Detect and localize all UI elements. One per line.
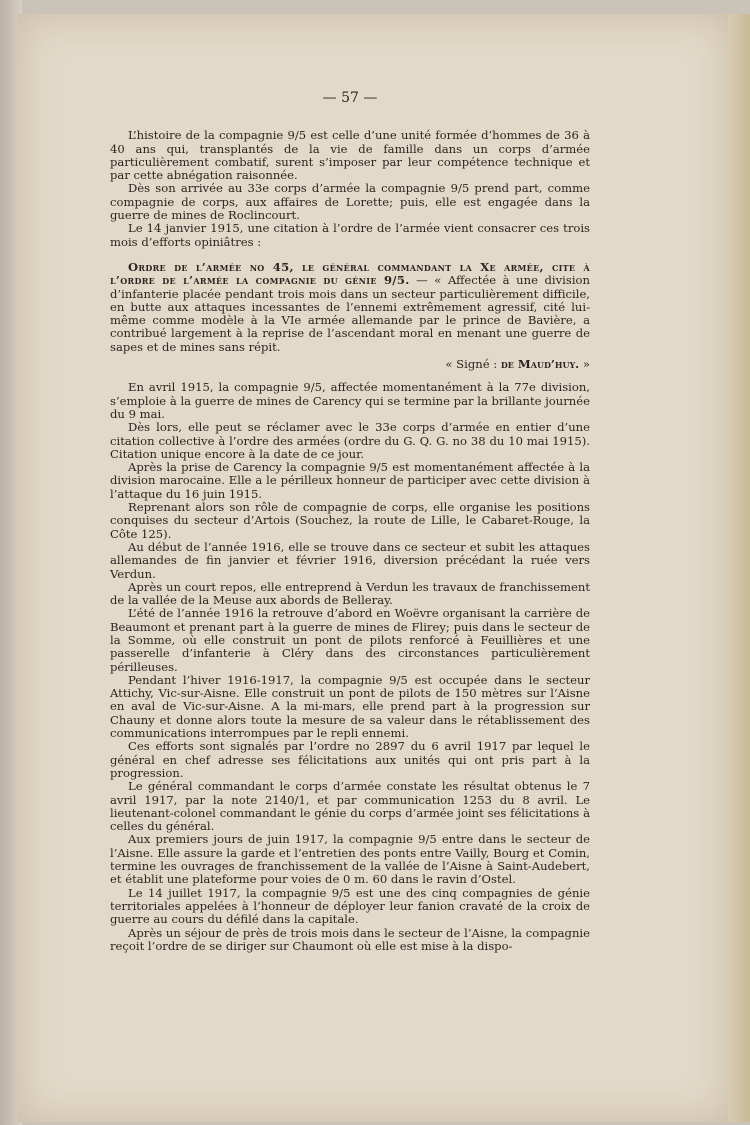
page-number: — 57 — bbox=[322, 90, 378, 106]
paragraph-intro-1: L’histoire de la compagnie 9/5 est celle d’une unité formée d’hommes de 36 à 40 ans qui, transplantés de la vie de famille dans un corps d’armée particulièrement combatif, surent s’imposer par leur compétence technique et par cette abnégation raisonnée. bbox=[110, 128, 590, 183]
paragraph-intro-2: Dès son arrivée au 33e corps d’armée la compagnie 9/5 prend part, comme compagnie de corps, aux affaires de Lorette; puis, elle est engagée dans la guerre de mines de Roclincourt. bbox=[110, 181, 590, 223]
paragraph: Pendant l’hiver 1916-1917, la compagnie 9/5 est occupée dans le secteur Attichy, Vic-sur-Aisne. Elle construit un pont de pilots de 150 mètres sur l’Aisne en aval de Vic-sur-Aisne. A la mi-mars, elle prend part à la progression sur Chauny et donne alors toute la mesure de sa valeur dans le rétablissement des communications interrompues par le repli ennemi. bbox=[110, 672, 590, 741]
paragraph: Ces efforts sont signalés par l’ordre no 2897 du 6 avril 1917 par lequel le général en chef adresse ses félicitations aux unités qui ont pris part à la progression. bbox=[110, 739, 590, 780]
signature-name: de Maud’huy. bbox=[500, 357, 580, 372]
paragraph: Le 14 juillet 1917, la compagnie 9/5 est une des cinq compagnies de génie territoriales appelées à l’honneur de déployer leur fanion cravaté de la croix de guerre au cours du défilé dans la capitale. bbox=[110, 885, 590, 927]
signature-suffix: » bbox=[579, 357, 590, 372]
paragraph: Au début de l’année 1916, elle se trouve dans ce secteur et subit les attaques allemandes de fin janvier et février 1916, diversion précédant la ruée vers Verdun. bbox=[110, 539, 590, 581]
paragraph: En avril 1915, la compagnie 9/5, affectée momentanément à la 77e division, s’emploie à la guerre de mines de Carency qui se termine par la brillante journée du 9 mai. bbox=[110, 380, 590, 421]
paragraph: Reprenant alors son rôle de compagnie de corps, elle organise les positions conquises du secteur d’Artois (Souchez, la route de Lille, le Cabaret-Rouge, la Côte 125). bbox=[110, 500, 590, 541]
army-order-text: — « Affectée à une division d’infanterie placée pendant trois mois dans un secteur particulièrement difficile, en butte aux attaques incessantes de l’ennemi extrêmement agressif, cité lui-même comme modèle à la VIe armée allemande par le prince de Bavière, a contribué largement à la reprise de l’ascendant moral en menant une guerre de sapes et de mines sans répit. bbox=[110, 273, 590, 354]
signature-prefix: « Signé : bbox=[445, 357, 501, 372]
paragraph: L’été de l’année 1916 la retrouve d’abord en Woëvre organisant la carrière de Beaumont et prenant part à la guerre de mines de Flirey; puis dans le secteur de la Somme, où elle construit un pont de pilots renforcé à Feuillières et une passerelle d’infanterie à Cléry dans des circonstances particulièrement périlleuses. bbox=[110, 606, 590, 674]
paragraph: Après la prise de Carency la compagnie 9/5 est momentanément affectée à la division marocaine. Elle a le périlleux honneur de participer avec cette division à l’attaque du 16 juin 1915. bbox=[110, 460, 590, 501]
page-text bbox=[110, 92, 590, 953]
paragraph: Dès lors, elle peut se réclamer avec le 33e corps d’armée en entier d’une citation collective à l’ordre des armées (ordre du G. Q. G. no 38 du 10 mai 1915). Citation unique encore à la date de ce jour. bbox=[110, 420, 590, 461]
signature-line bbox=[110, 358, 590, 371]
paragraph: Le général commandant le corps d’armée constate les résultat obtenus le 7 avril 1917, par la note 2140/1, et par communication 1253 du 8 avril. Le lieutenant-colonel commandant le génie du corps d’armée joint ses félicitations à celles du général. bbox=[110, 779, 590, 834]
army-order-citation bbox=[110, 261, 590, 354]
page-edge bbox=[728, 14, 750, 1122]
army-order-heading: Ordre de l’armée no 45, le général commandant la Xe armée, cite à l’ordre de l’armée la compagnie du génie 9/5. bbox=[110, 259, 590, 288]
paragraph: Après un séjour de près de trois mois dans le secteur de l’Aisne, la compagnie reçoit l’ordre de se diriger sur Chaumont où elle est mise à la dispo- bbox=[110, 925, 590, 953]
paragraph-intro-3: Le 14 janvier 1915, une citation à l’ordre de l’armée vient consacrer ces trois mois d’efforts opiniâtres : bbox=[110, 221, 590, 249]
paragraph: Aux premiers jours de juin 1917, la compagnie 9/5 entre dans le secteur de l’Aisne. Elle assure la garde et l’entretien des ponts entre Vailly, Bourg et Comin, termine les ouvrages de franchissement de la vallée de l’Aisne à Saint-Audebert, et établit une plateforme pour voies de 0 m. 60 dans le ravin d’Ostel. bbox=[110, 832, 590, 887]
paragraph: Après un court repos, elle entreprend à Verdun les travaux de franchissement de la vallée de la Meuse aux abords de Belleray. bbox=[110, 579, 590, 608]
